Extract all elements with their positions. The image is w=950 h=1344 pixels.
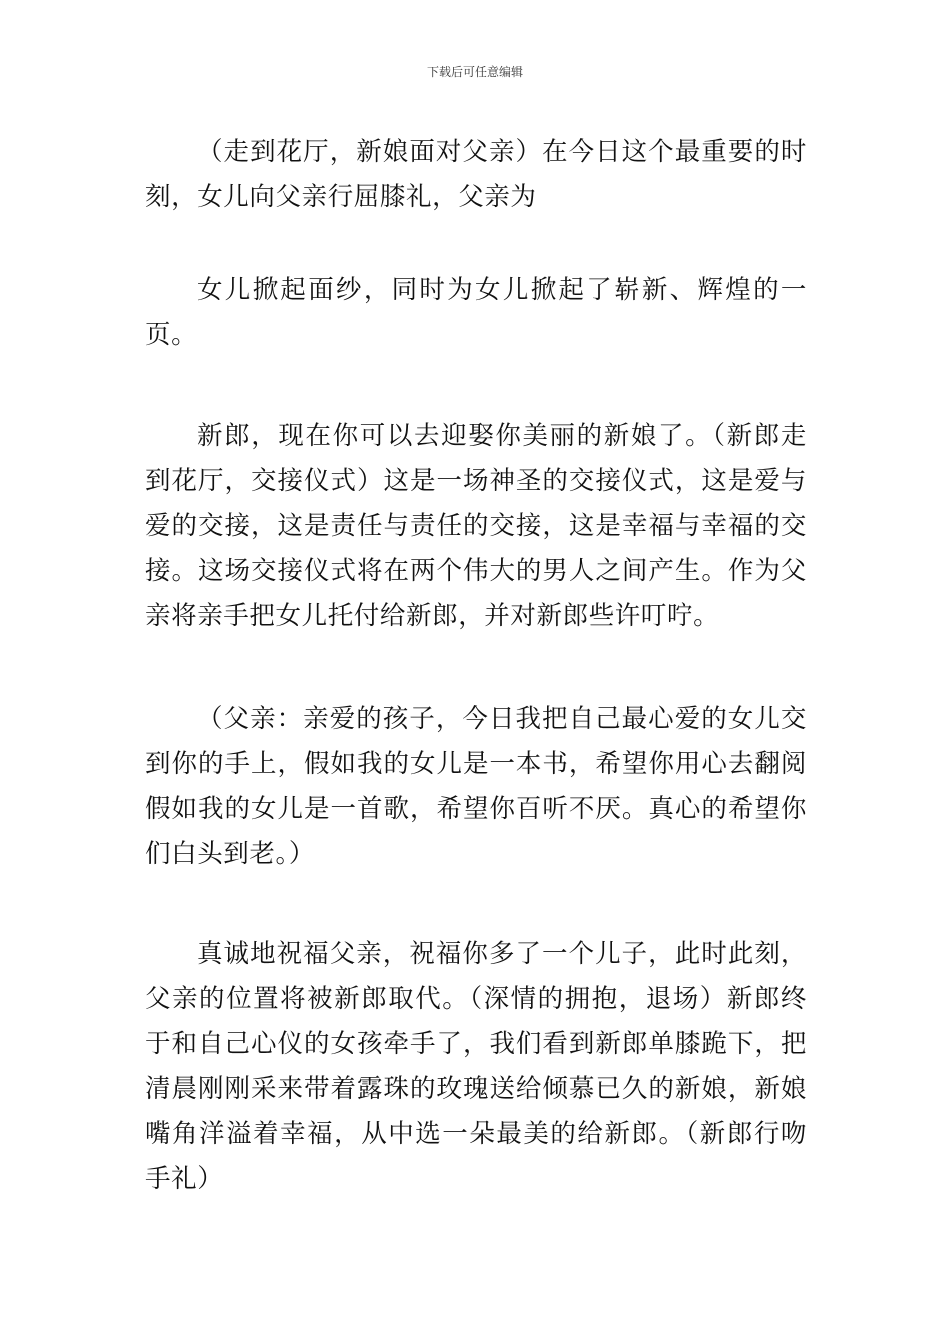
- document-body: [145, 130, 807, 1250]
- page-header-note: 下载后可任意编辑: [426, 65, 523, 79]
- paragraph-4: （父亲：亲爱的孩子，今日我把自己最心爱的女儿交到你的手上，假如我的女儿是一本书，希望你用心去翻阅假如我的女儿是一首歌，希望你百听不厌。真心的希望你们白头到老。）: [145, 704, 807, 869]
- paragraph-1: （走到花厅，新娘面对父亲）在今日这个最重要的时刻，女儿向父亲行屈膝礼，父亲为: [145, 137, 807, 212]
- paragraph-5: 真诚地祝福父亲，祝福你多了一个儿子，此时此刻，父亲的位置将被新郎取代。（深情的拥抱，退场）新郎终于和自己心仪的女孩牵手了，我们看到新郎单膝跪下，把清晨刚刚采来带着露珠的玫瑰送给倾慕已久的新娘，新娘嘴角洋溢着幸福，从中选一朵最美的给新郎。（新郎行吻手礼）: [145, 939, 807, 1194]
- paragraph-2: 女儿掀起面纱，同时为女儿掀起了崭新、辉煌的一页。: [145, 275, 807, 350]
- paragraph-3: 新郎，现在你可以去迎娶你美丽的新娘了。（新郎走到花厅，交接仪式）这是一场神圣的交接仪式，这是爱与爱的交接，这是责任与责任的交接，这是幸福与幸福的交接。这场交接仪式将在两个伟大的男人之间产生。作为父亲将亲手把女儿托付给新郎，并对新郎些许叮咛。: [145, 421, 807, 631]
